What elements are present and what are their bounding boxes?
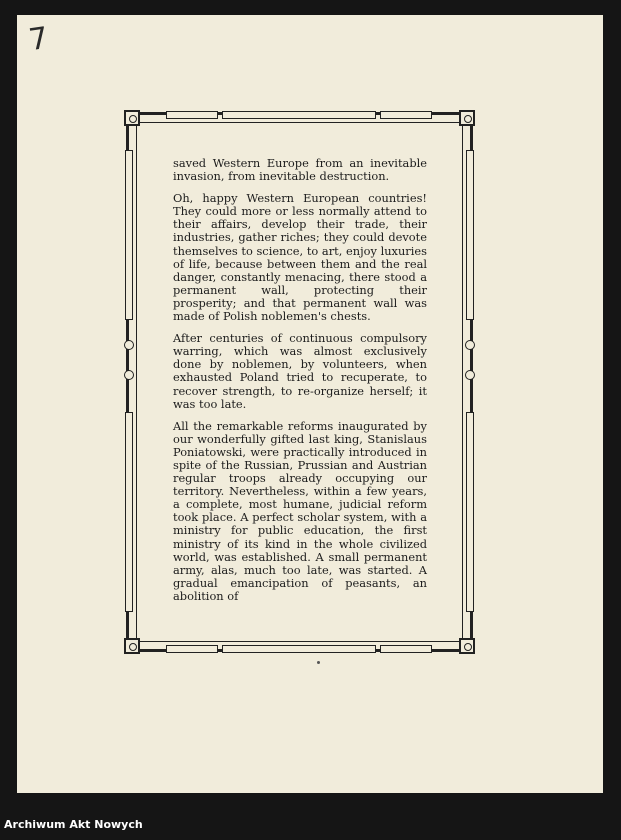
paragraph: After centuries of continuous compulsory warring, which was almost exclusively done by noblemen, by volunteers, when exhausted Poland tried to recuperate, to recover strength, to re-organize herself; it was too late.	[173, 331, 427, 411]
corner-ornament-icon	[124, 638, 140, 654]
border-bar	[380, 645, 432, 653]
paragraph: Oh, happy Western European countries! They could more or less normally attend to their affairs, develop their trade, their industries, gather riches; they could devote themselves to science, to art, enjoy luxuries of life, because between them and the real danger, constantly menacing, there stood a permanent wall, protecting their prosperity; and that permanent wall was made of Polish noblemen's chests.	[173, 191, 427, 324]
paragraph: saved Western Europe from an inevitable invasion, from inevitable destruction.	[173, 156, 427, 184]
speck	[317, 661, 320, 664]
border-bar	[125, 150, 133, 320]
border-knot-icon	[124, 340, 134, 350]
border-knot-icon	[465, 340, 475, 350]
border-bar	[222, 645, 376, 653]
border-knot-icon	[124, 370, 134, 380]
archive-label: Archiwum Akt Nowych	[4, 818, 143, 831]
border-bar	[380, 111, 432, 119]
body-text	[173, 157, 427, 612]
paragraph: All the remarkable reforms inaugurated by our wonderfully gifted last king, Stanislaus Poniatowski, were practically introduced in spite of the Russian, Prussian and Austrian regular troops already occupying our territory. Nevertheless, within a few years, a complete, most humane, judicial reform took place. A perfect scholar system, with a ministry for public education, the first ministry of its kind in the whole civilized world, was established. A small permanent army, alas, much too late, was started. A gradual emancipation of peasants, an abolition of	[173, 418, 427, 603]
border-bar	[466, 412, 474, 612]
border-bar	[125, 412, 133, 612]
border-bar	[166, 111, 218, 119]
border-bar	[222, 111, 376, 119]
corner-ornament-icon	[459, 110, 475, 126]
corner-ornament-icon	[459, 638, 475, 654]
handwritten-page-number: 7	[26, 20, 51, 59]
border-bar	[166, 645, 218, 653]
corner-ornament-icon	[124, 110, 140, 126]
border-bar	[466, 150, 474, 320]
border-knot-icon	[465, 370, 475, 380]
